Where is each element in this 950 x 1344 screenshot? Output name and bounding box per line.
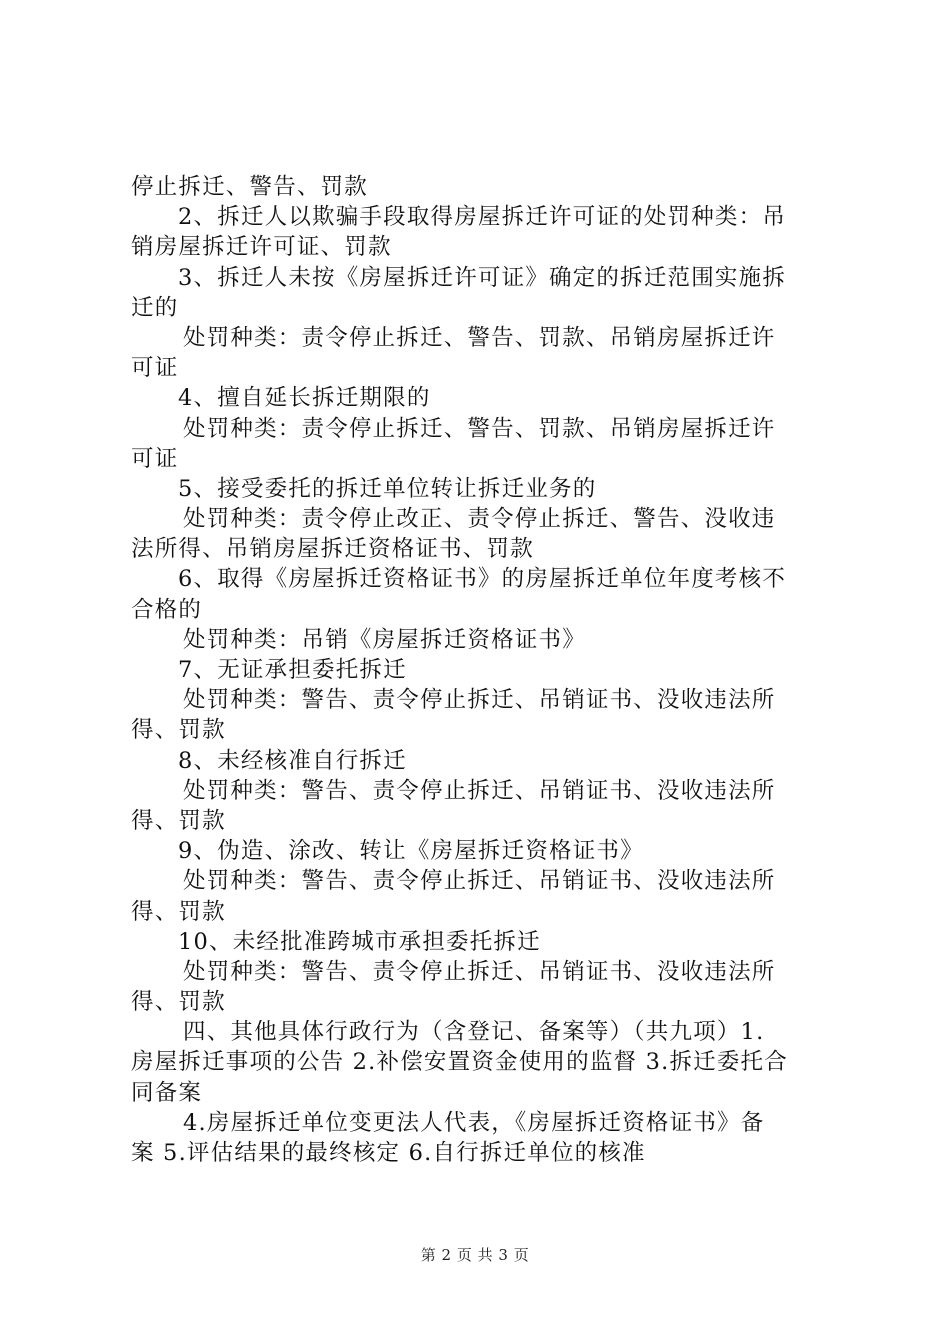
text-line: 合格的 <box>131 596 203 623</box>
text-line: 房屋拆迁事项的公告 2.补偿安置资金使用的监督 3.拆迁委托合 <box>131 1049 788 1076</box>
text-line: 9、伪造、涂改、转让《房屋拆迁资格证书》 <box>178 838 644 865</box>
text-line: 处罚种类：警告、责令停止拆迁、吊销证书、没收违法所 <box>183 958 776 985</box>
text-line: 可证 <box>131 445 179 472</box>
text-line: 得、罚款 <box>131 989 226 1016</box>
text-line: 处罚种类：警告、责令停止拆迁、吊销证书、没收违法所 <box>183 868 776 895</box>
text-line: 处罚种类：责令停止改正、责令停止拆迁、警告、没收违 <box>183 506 776 533</box>
page-indicator: 第 2 页 共 3 页 <box>420 1246 530 1264</box>
text-line: 处罚种类：警告、责令停止拆迁、吊销证书、没收违法所 <box>183 687 776 714</box>
text-line: 可证 <box>131 355 179 382</box>
text-line: 处罚种类：责令停止拆迁、警告、罚款、吊销房屋拆迁许 <box>183 415 776 442</box>
text-line: 2、拆迁人以欺骗手段取得房屋拆迁许可证的处罚种类：吊 <box>178 204 787 231</box>
text-line: 处罚种类：吊销《房屋拆迁资格证书》 <box>183 626 586 653</box>
text-line: 3、拆迁人未按《房屋拆迁许可证》确定的拆迁范围实施拆 <box>178 264 787 291</box>
text-line: 处罚种类：责令停止拆迁、警告、罚款、吊销房屋拆迁许 <box>183 324 776 351</box>
document-body <box>131 172 831 1168</box>
text-line: 4.房屋拆迁单位变更法人代表，《房屋拆迁资格证书》备 <box>183 1109 765 1136</box>
text-line: 法所得、吊销房屋拆迁资格证书、罚款 <box>131 536 534 563</box>
text-line: 4、擅自延长拆迁期限的 <box>178 385 431 412</box>
text-line: 得、罚款 <box>131 807 226 834</box>
text-line: 同备案 <box>131 1079 203 1106</box>
text-line: 5、接受委托的拆迁单位转让拆迁业务的 <box>178 475 597 502</box>
text-line: 7、无证承担委托拆迁 <box>178 657 407 683</box>
text-line: 得、罚款 <box>131 717 226 744</box>
text-line: 案 5.评估结果的最终核定 6.自行拆迁单位的核准 <box>131 1140 646 1166</box>
text-line: 6、取得《房屋拆迁资格证书》的房屋拆迁单位年度考核不 <box>178 566 787 593</box>
text-line: 迁的 <box>131 294 179 321</box>
text-line: 得、罚款 <box>131 898 226 925</box>
text-line: 10、未经批准跨城市承担委托拆迁 <box>178 928 541 955</box>
text-line: 四、其他具体行政行为（含登记、备案等）（共九项）1. <box>183 1019 765 1046</box>
text-line: 停止拆迁、警告、罚款 <box>131 174 369 200</box>
text-line: 处罚种类：警告、责令停止拆迁、吊销证书、没收违法所 <box>183 777 776 804</box>
text-line: 销房屋拆迁许可证、罚款 <box>131 234 392 261</box>
text-line: 8、未经核准自行拆迁 <box>178 747 407 774</box>
